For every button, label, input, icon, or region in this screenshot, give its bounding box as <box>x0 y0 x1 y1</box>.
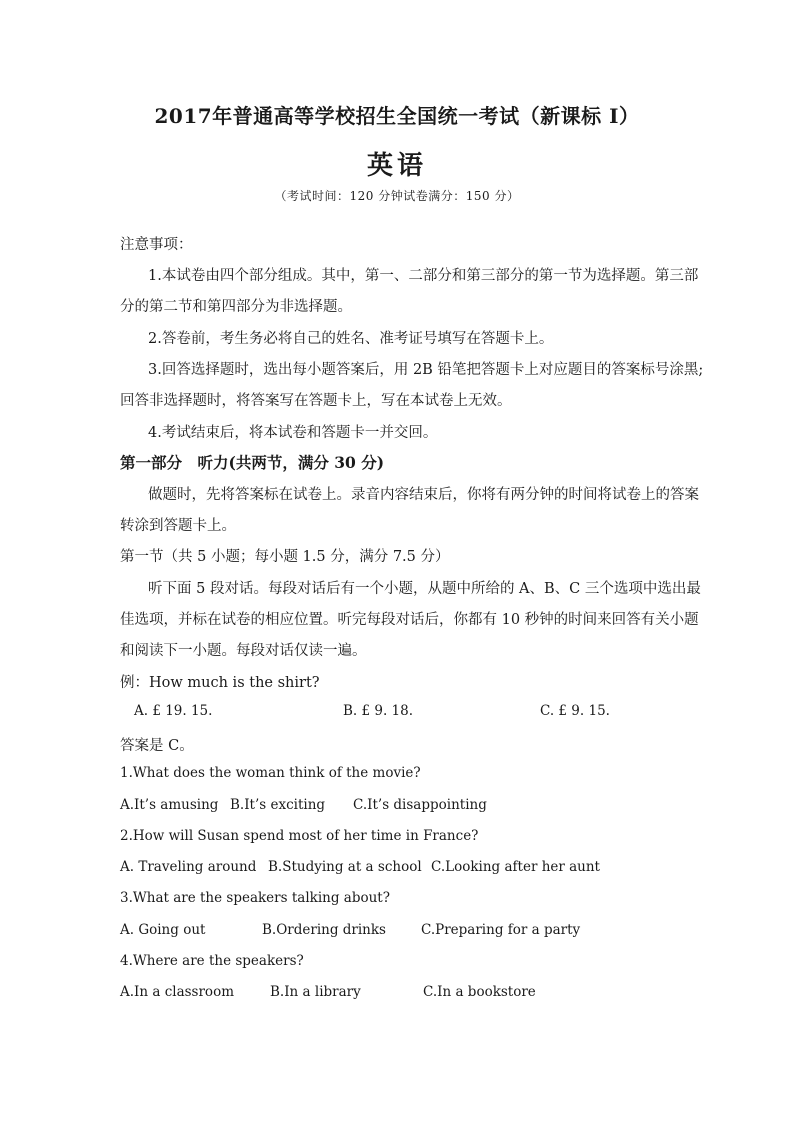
notice-item-4: 4.考试结束后，将本试卷和答题卡一并交回。 <box>148 425 438 441</box>
example-option-a: A. £ 19. 15. <box>134 703 213 719</box>
question-2: 2.How will Susan spend most of her time in France? <box>120 828 479 844</box>
question-3-option-a: A. Going out <box>120 922 206 938</box>
part1-intro-line-2: 转涂到答题卡上。 <box>120 518 236 534</box>
question-4-option-c: C.In a bookstore <box>423 984 536 1000</box>
question-1: 1.What does the woman think of the movie? <box>120 765 421 781</box>
section1-line-2: 佳选项，并标在试卷的相应位置。听完每段对话后，你都有 10 秒钟的时间来回答有关小题 <box>120 612 699 628</box>
question-1-option-b: B.It’s exciting <box>230 797 326 813</box>
part1-heading: 第一部分 听力(共两节，满分 30 分) <box>120 453 385 472</box>
notice-item-1-line-2: 分的第二节和第四部分为非选择题。 <box>120 299 352 315</box>
exam-title: 2017年普通高等学校招生全国统一考试（新课标 I） <box>154 104 640 128</box>
question-4: 4.Where are the speakers? <box>120 953 304 969</box>
notice-item-3-line-2: 回答非选择题时，将答案写在答题卡上，写在本试卷上无效。 <box>120 393 512 409</box>
question-4-option-a: A.In a classroom <box>120 984 234 1000</box>
example-question: 例：How much is the shirt? <box>120 675 320 691</box>
question-2-option-b: B.Studying at a school <box>268 859 422 875</box>
example-option-c: C. £ 9. 15. <box>540 703 610 719</box>
question-2-option-c: C.Looking after her aunt <box>431 859 600 875</box>
example-answer: 答案是 C。 <box>120 738 194 754</box>
notice-item-2: 2.答卷前，考生务必将自己的姓名、准考证号填写在答题卡上。 <box>148 331 554 347</box>
exam-info: （考试时间：120 分钟试卷满分：150 分） <box>274 189 520 203</box>
notice-heading: 注意事项： <box>120 237 193 253</box>
notice-item-3-line-1: 3.回答选择题时，选出每小题答案后，用 2B 铅笔把答题卡上对应题目的答案标号涂黑; <box>148 362 704 378</box>
question-1-option-c: C.It’s disappointing <box>353 797 487 813</box>
part1-intro-line-1: 做题时，先将答案标在试卷上。录音内容结束后，你将有两分钟的时间将试卷上的答案 <box>148 487 699 503</box>
notice-item-1-line-1: 1.本试卷由四个部分组成。其中，第一、二部分和第三部分的第一节为选择题。第三部 <box>148 268 699 284</box>
section1-heading: 第一节（共 5 小题；每小题 1.5 分，满分 7.5 分） <box>120 549 450 565</box>
question-3-option-b: B.Ordering drinks <box>262 922 386 938</box>
question-3: 3.What are the speakers talking about? <box>120 890 390 906</box>
question-3-option-c: C.Preparing for a party <box>421 922 581 938</box>
section1-line-3: 和阅读下一小题。每段对话仅读一遍。 <box>120 643 367 659</box>
question-4-option-b: B.In a library <box>270 984 361 1000</box>
subject-title: 英语 <box>366 151 427 181</box>
question-2-option-a: A. Traveling around <box>120 859 257 875</box>
example-option-b: B. £ 9. 18. <box>343 703 414 719</box>
question-1-option-a: A.It’s amusing <box>120 797 219 813</box>
section1-line-1: 听下面 5 段对话。每段对话后有一个小题，从题中所给的 A、B、C 三个选项中选出最 <box>148 581 701 597</box>
